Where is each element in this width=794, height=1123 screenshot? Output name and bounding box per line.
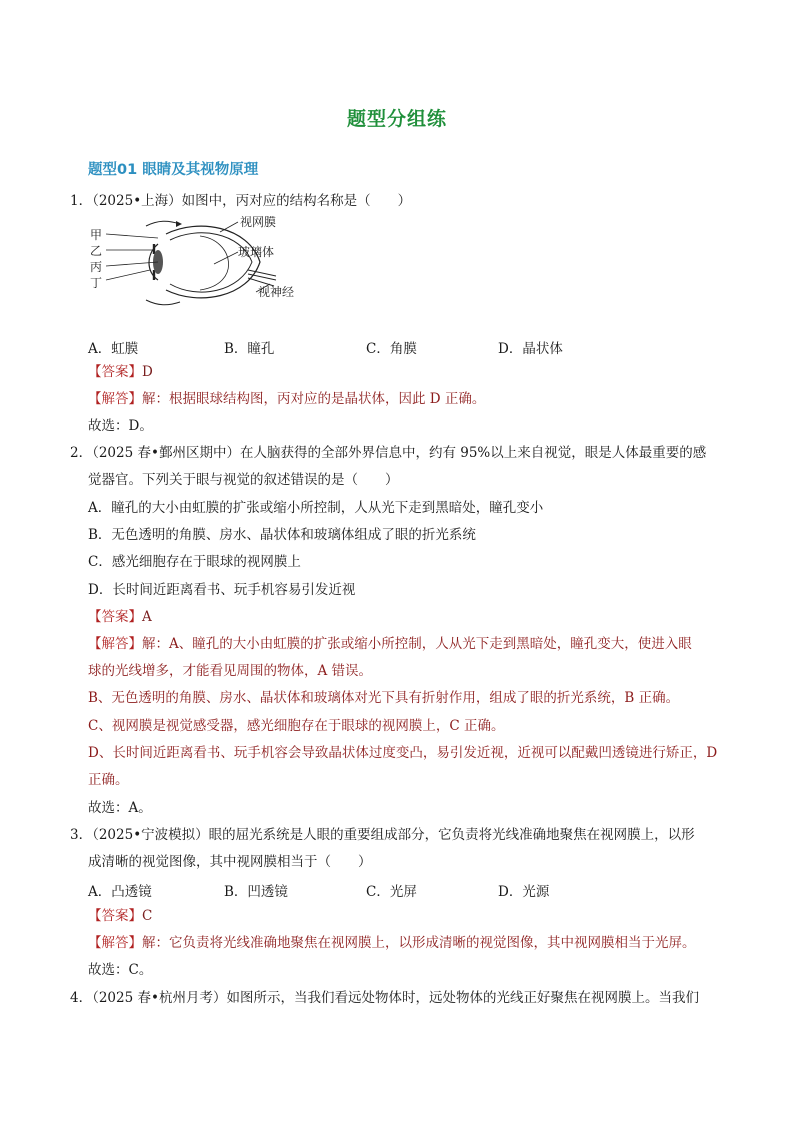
q2-analysis-line4: C、视网膜是视觉感受器，感光细胞存在于眼球的视网膜上，C 正确。 <box>88 718 505 734</box>
label-vitreous: 玻璃体 <box>238 245 275 259</box>
label-ding: 丁 <box>90 276 103 290</box>
q1-option-a[interactable]: A．虹膜 <box>88 341 139 357</box>
analysis-label: 【解答】 <box>88 935 142 951</box>
label-jia: 甲 <box>90 228 103 242</box>
q4-stem-line1: 4．（2025 春•杭州月考）如图所示，当我们看远处物体时，远处物体的光线正好聚焦在视网膜上。当我们 <box>70 990 699 1006</box>
q2-stem-line1: 2．（2025 春•鄞州区期中）在人脑获得的全部外界信息中，约有 95%以上来自视觉，眼是人体最重要的感 <box>70 445 707 461</box>
analysis-text: 解：A、瞳孔的大小由虹膜的扩张或缩小所控制，人从光下走到黑暗处，瞳孔变大，使进入眼 <box>142 636 692 652</box>
q1-option-c[interactable]: C．角膜 <box>366 341 417 357</box>
answer-value: D <box>142 364 153 380</box>
q2-option-c[interactable]: C．感光细胞存在于眼球的视网膜上 <box>88 554 301 570</box>
q2-option-b[interactable]: B．无色透明的角膜、房水、晶状体和玻璃体组成了眼的折光系统 <box>88 527 476 543</box>
q3-answer <box>88 907 152 925</box>
q3-options <box>88 880 688 898</box>
q3-stem-line1: 3．（2025•宁波模拟）眼的屈光系统是人眼的重要组成部分，它负责将光线准确地聚焦在视网膜上，以形 <box>70 827 695 843</box>
q1-options <box>88 337 688 355</box>
analysis-label: 【解答】 <box>88 636 142 652</box>
q3-stem-line2: 成清晰的视觉图像，其中视网膜相当于（ ） <box>88 854 372 870</box>
label-retina: 视网膜 <box>240 215 277 229</box>
q2-answer <box>88 608 152 626</box>
answer-label: 【答案】 <box>88 908 142 924</box>
q2-analysis-line3: B、无色透明的角膜、房水、晶状体和玻璃体对光下具有折射作用，组成了眼的折光系统，B 正确。 <box>88 690 680 706</box>
q2-analysis-line2: 球的光线增多，才能看见周围的物体，A 错误。 <box>88 663 373 679</box>
answer-label: 【答案】 <box>88 364 142 380</box>
q2-conclusion: 故选：A。 <box>88 800 152 816</box>
q1-stem: 1．（2025•上海）如图中，丙对应的结构名称是（ ） <box>70 193 412 209</box>
answer-value: A <box>142 609 152 625</box>
q2-stem-line2: 觉器官。下列关于眼与视觉的叙述错误的是（ ） <box>88 472 399 488</box>
section-heading: 题型01 眼睛及其视物原理 <box>88 162 259 178</box>
label-optic-nerve: 视神经 <box>258 285 295 299</box>
q3-option-a[interactable]: A．凸透镜 <box>88 884 152 900</box>
q1-option-b[interactable]: B．瞳孔 <box>224 341 275 357</box>
q1-answer <box>88 363 153 381</box>
q2-option-a[interactable]: A．瞳孔的大小由虹膜的扩张或缩小所控制，人从光下走到黑暗处，瞳孔变小 <box>88 500 544 516</box>
analysis-text: 解：它负责将光线准确地聚焦在视网膜上，以形成清晰的视觉图像，其中视网膜相当于光屏。 <box>142 935 696 951</box>
q3-analysis <box>88 934 696 952</box>
analysis-label: 【解答】 <box>88 391 142 407</box>
q2-option-d[interactable]: D．长时间近距离看书、玩手机容易引发近视 <box>88 582 356 598</box>
q2-analysis-line5: D、长时间近距离看书、玩手机容会导致晶状体过度变凸，易引发近视，近视可以配戴凹透镜进行矫正，D <box>88 745 718 761</box>
eye-diagram <box>88 214 328 314</box>
analysis-text: 解：根据眼球结构图，丙对应的是晶状体，因此 D 正确。 <box>142 391 486 407</box>
label-bing: 丙 <box>90 260 103 274</box>
q2-analysis-line1 <box>88 635 692 653</box>
answer-label: 【答案】 <box>88 609 142 625</box>
q3-conclusion: 故选：C。 <box>88 962 153 978</box>
q3-option-c[interactable]: C．光屏 <box>366 884 417 900</box>
answer-value: C <box>142 908 153 924</box>
label-yi: 乙 <box>90 244 103 258</box>
q1-option-d[interactable]: D．晶状体 <box>498 341 563 357</box>
q1-conclusion: 故选：D。 <box>88 418 153 434</box>
q1-analysis <box>88 390 485 408</box>
page-title: 题型分组练 <box>346 108 447 130</box>
q3-option-b[interactable]: B．凹透镜 <box>224 884 288 900</box>
q2-analysis-line6: 正确。 <box>88 772 129 788</box>
q3-option-d[interactable]: D．光源 <box>498 884 550 900</box>
